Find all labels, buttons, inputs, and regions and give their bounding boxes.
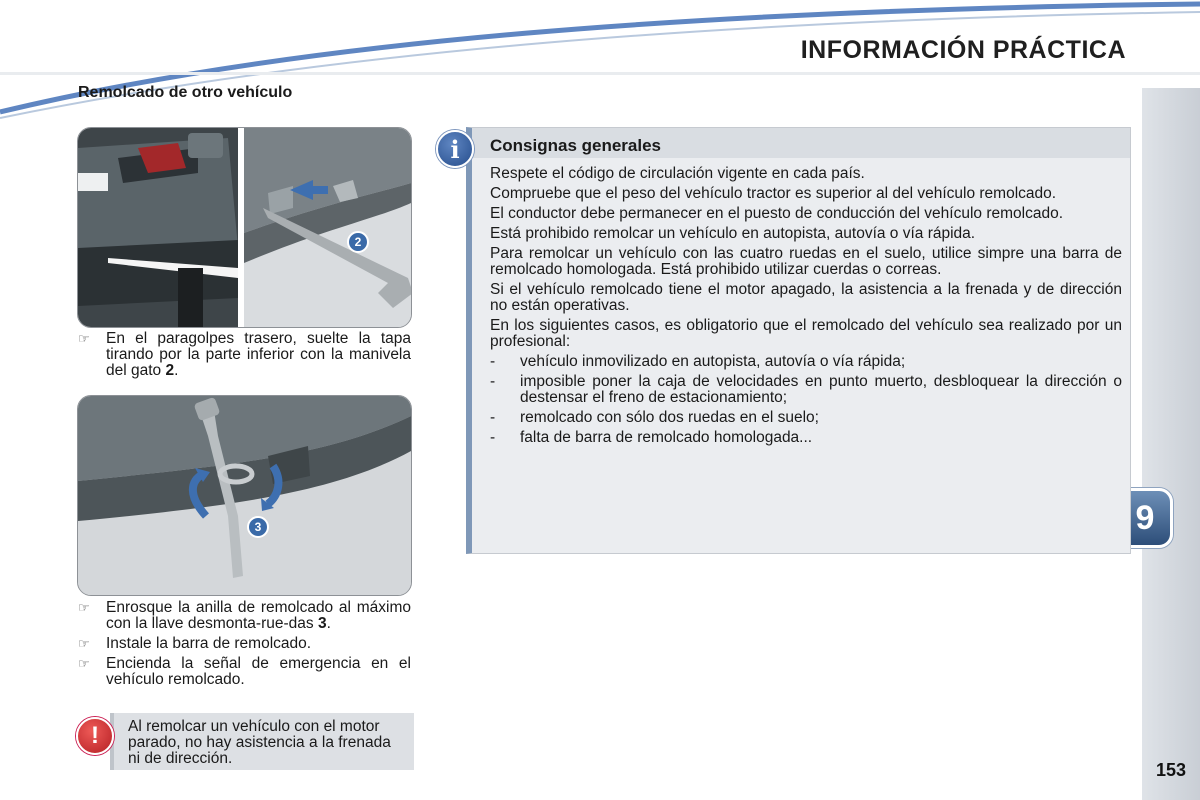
step-text: Enrosque la anilla de remolcado al máximo con la llave desmonta-rue-das 3.	[106, 599, 411, 632]
step-text: Encienda la señal de emergencia en el vehículo remolcado.	[106, 655, 411, 688]
page-number: 153	[1155, 760, 1186, 780]
instruction-step	[78, 656, 411, 688]
pointing-hand-icon: ☞	[78, 600, 90, 615]
header-rule	[0, 72, 1200, 75]
chapter-title: INFORMACIÓN PRÁCTICA	[800, 36, 1126, 64]
info-list-item: - remolcado con sólo dos ruedas en el suelo;	[490, 409, 819, 426]
info-list-item: - falta de barra de remolcado homologada...	[490, 429, 813, 446]
figure-tow-ring-installation	[77, 395, 412, 596]
info-icon: i	[436, 130, 474, 168]
info-list-item: - imposible poner la caja de velocidades en punto muerto, desbloquear la dirección o destensar el freno de estacionamiento;	[490, 373, 1122, 406]
pointing-hand-icon: ☞	[78, 656, 90, 671]
instruction-step	[78, 331, 411, 379]
info-paragraph: Para remolcar un vehículo con las cuatro ruedas en el suelo, utilice simpre una barra de remolcado homologada. Está prohibido utilizar cuerdas o correas.	[490, 245, 1122, 278]
info-title: Consignas generales	[490, 136, 662, 155]
warning-box	[110, 713, 414, 770]
chapter-side-band	[1142, 88, 1200, 800]
pointing-hand-icon: ☞	[78, 636, 90, 651]
instruction-steps-b	[78, 600, 411, 692]
pointing-hand-icon: ☞	[78, 331, 90, 346]
callout-3: 3	[254, 520, 262, 534]
info-list-item: - vehículo inmovilizado en autopista, autovía o vía rápida;	[490, 353, 906, 370]
instruction-step	[78, 600, 411, 632]
bumper-cover-illustration	[78, 128, 411, 327]
chapter-tab[interactable]: 9	[1117, 488, 1173, 548]
tow-ring-illustration	[78, 396, 411, 595]
info-paragraph: Compruebe que el peso del vehículo tractor es superior al del vehículo remolcado.	[490, 185, 1057, 202]
instruction-steps-a	[78, 331, 411, 383]
callout-2: 2	[354, 235, 362, 249]
info-paragraph: En los siguientes casos, es obligatorio que el remolcado del vehículo sea realizado por un profesional:	[490, 317, 1122, 350]
section-title: Remolcado de otro vehículo	[78, 84, 293, 101]
info-paragraph: Respete el código de circulación vigente en cada país.	[490, 165, 865, 182]
step-text: Instale la barra de remolcado.	[106, 635, 312, 652]
header-swoosh	[0, 0, 1200, 130]
figure-bumper-cover-removal	[77, 127, 412, 328]
warning-text: Al remolcar un vehículo con el motor parado, no hay asistencia a la frenada ni de dirección.	[128, 718, 391, 767]
general-guidelines-box	[466, 127, 1131, 554]
info-paragraph: Si el vehículo remolcado tiene el motor apagado, la asistencia a la frenada y de dirección no están operativas.	[490, 281, 1122, 314]
info-paragraph: El conductor debe permanecer en el puesto de conducción del vehículo remolcado.	[490, 205, 1064, 222]
info-paragraph: Está prohibido remolcar un vehículo en autopista, autovía o vía rápida.	[490, 225, 976, 242]
info-body	[490, 166, 1122, 450]
step-text: En el paragolpes trasero, suelte la tapa tirando por la parte inferior con la manivela del gato 2.	[106, 330, 411, 379]
instruction-step	[78, 636, 411, 652]
warning-exclamation-icon: !	[76, 717, 114, 755]
